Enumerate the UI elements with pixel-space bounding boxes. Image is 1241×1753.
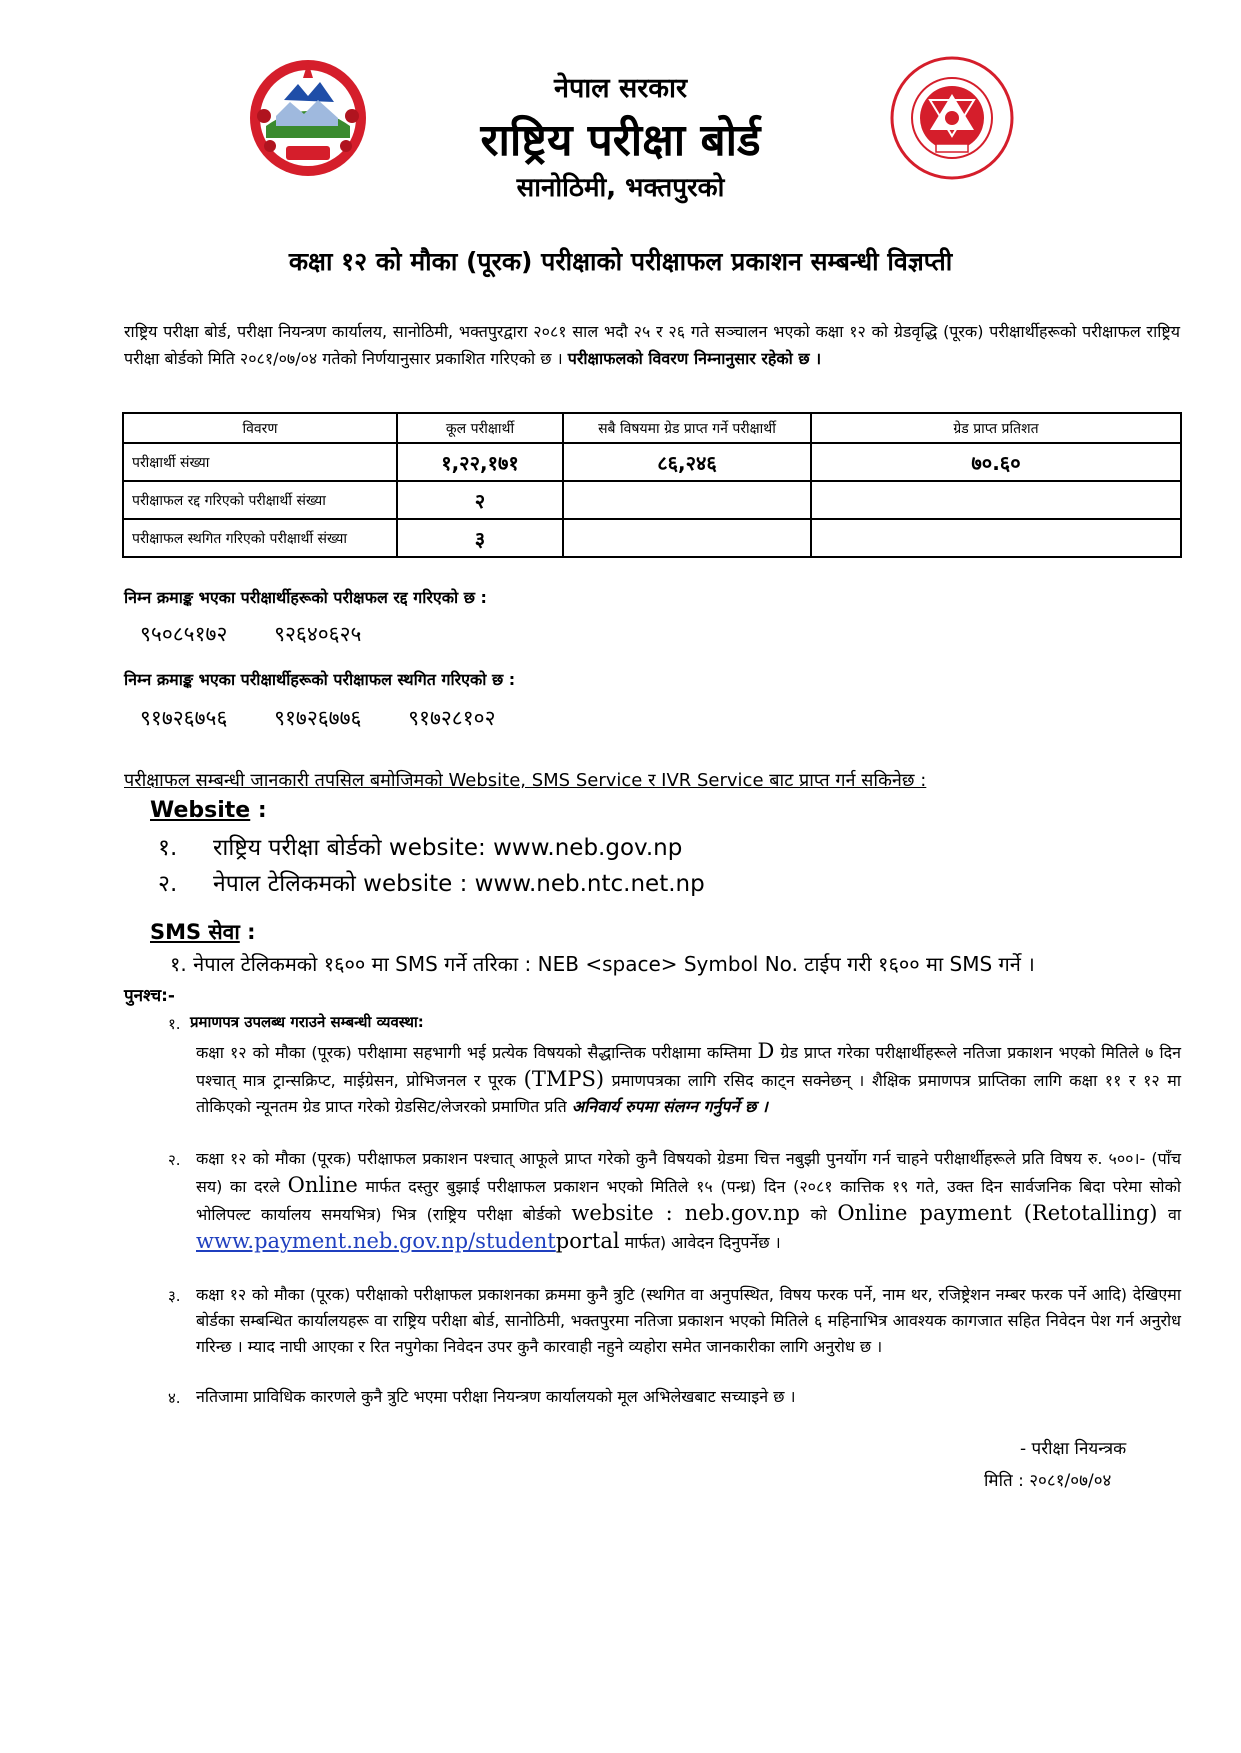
table-header-row xyxy=(123,413,1181,443)
ps2-portal: portal xyxy=(555,1229,620,1253)
ps1-text-c: प्रमाणपत्रका लागि रसिद काट्न सक्नेछन् । शैक्षिक प्रमाणपत्र प्राप्तिका लागि कक्षा ११ र १२ मा तोकिएको न्यूनतम ग्रेड प्राप्त गरेको ग्रेडसिट/लेजरको प्रमाणित प्रति xyxy=(196,1071,1182,1116)
table-row xyxy=(123,481,1181,519)
website-item-text[interactable]: राष्ट्रिय परीक्षा बोर्डको website: www.neb.gov.np xyxy=(213,835,683,861)
table-header: कूल परीक्षार्थी xyxy=(397,413,563,443)
table-row xyxy=(123,443,1181,481)
table-cell: परीक्षार्थी संख्या xyxy=(123,443,397,481)
table-header: ग्रेड प्राप्त प्रतिशत xyxy=(811,413,1181,443)
table-cell: ३ xyxy=(397,519,563,557)
cancelled-symbols xyxy=(140,620,361,648)
ps-num: ४. xyxy=(168,1389,181,1407)
ps2-ko: को xyxy=(810,1205,827,1224)
ps2-payment: Online payment (Retotalling) xyxy=(837,1201,1158,1225)
ps1-body xyxy=(196,1038,1181,1120)
website-heading-colon: : xyxy=(257,798,267,823)
symbol-number: ९२६४०६२५ xyxy=(274,622,362,646)
table-cell: परीक्षाफल रद्द गरिएको परीक्षार्थी संख्या xyxy=(123,481,397,519)
table-cell: ७०.६० xyxy=(811,443,1181,481)
ps2-body xyxy=(196,1146,1181,1256)
sms-line: १. नेपाल टेलिकमको १६०० मा SMS गर्ने तरिका : NEB <space> Symbol No. टाईप गरी १६०० मा SMS गर्ने । xyxy=(170,952,1035,976)
symbol-number: ९१७२८१०२ xyxy=(408,706,496,730)
table-cell xyxy=(563,519,811,557)
intro-text: राष्ट्रिय परीक्षा बोर्ड, परीक्षा नियन्त्रण कार्यालय, सानोठिमी, भक्तपुरद्वारा २०८१ साल भदौ २५ र २६ गते सञ्चालन भएको कक्षा १२ को ग्रेडवृद्धि (पूरक) परीक्षार्थीहरूको परीक्षाफल राष्ट्रिय परीक्षा बोर्डको मिति २०८१/०७/०४ गतेको निर्णयानुसार प्रकाशित गरिएको छ । xyxy=(124,322,1180,368)
symbol-number: ९१७२६७५६ xyxy=(140,706,228,730)
postscript-heading: पुनश्च:- xyxy=(124,986,175,1006)
ps-num: १. xyxy=(168,1015,181,1033)
ps3-body: कक्षा १२ को मौका (पूरक) परीक्षाको परीक्षाफल प्रकाशनका क्रममा कुनै त्रुटि (स्थगित वा अनुपस्थित, विषय फरक पर्ने, नाम थर, रजिष्ट्रेशन नम्बर फरक पर्ने आदि) देखिएमा बोर्डका सम्बन्धित कार्यालयहरू वा राष्ट्रिय परीक्षा बोर्ड, सानोठिमी, भक्तपुरमा नतिजा प्रकाशन भएको मितिले ६ महिनाभित्र आवश्यक कागजात सहित निवेदन पेश गर्न अनुरोध गरिन्छ । म्याद नाघी आएका र रित नपुगेका निवेदन उपर कुनै कारवाही नहुने व्यहोरा समेत जानकारीका लागि अनुरोध छ । xyxy=(196,1285,1181,1356)
table-cell xyxy=(563,481,811,519)
sms-heading-text: SMS सेवा xyxy=(150,920,240,944)
website-item-text[interactable]: नेपाल टेलिकमको website : www.neb.ntc.net.np xyxy=(213,871,705,897)
info-line: परीक्षाफल सम्बन्धी जानकारी तपसिल बमोजिमको Website, SMS Service र IVR Service बाट प्राप्त गर्न सकिनेछ : xyxy=(124,770,927,791)
ps2-text-b: मार्फत दस्तुर बुझाई परीक्षाफल प्रकाशन भएको मितिले १५ (पन्ध्र) दिन (२०८१ कात्तिक १९ गते, उक्त दिन सार्वजनिक बिदा परेमा सोको भोलिपल्ट कार्यालय समयभित्र) भित्र (राष्ट्रिय परीक्षा बोर्डको xyxy=(196,1177,1181,1224)
withheld-symbols xyxy=(140,704,496,732)
sms-heading-colon: : xyxy=(247,920,256,944)
ps-num: ३. xyxy=(168,1287,181,1305)
payment-portal-link[interactable]: www.payment.neb.gov.np/student xyxy=(196,1229,556,1253)
results-table xyxy=(122,412,1182,558)
table-row xyxy=(123,519,1181,557)
website-heading xyxy=(150,798,267,823)
table-cell: १,२२,१७१ xyxy=(397,443,563,481)
table-cell: ८६,२४६ xyxy=(563,443,811,481)
ps1-text-a: कक्षा १२ को मौका (पूरक) परीक्षामा सहभागी भई प्रत्येक विषयको सैद्धान्तिक परीक्षामा कम्तिमा xyxy=(196,1043,752,1062)
table-header: विवरण xyxy=(123,413,397,443)
symbol-number: ९१७२६७७६ xyxy=(274,706,362,730)
ps2-wa: वा xyxy=(1167,1205,1181,1224)
header-government: नेपाल सरकार xyxy=(553,73,688,104)
table-cell xyxy=(811,519,1181,557)
table-header: सबै विषयमा ग्रेड प्राप्त गर्ने परीक्षार्थी xyxy=(563,413,811,443)
ps1-grade: D xyxy=(757,1039,775,1063)
intro-paragraph xyxy=(124,318,1180,372)
signature-role: - परीक्षा नियन्त्रक xyxy=(1020,1439,1127,1459)
symbol-number: ९५०८५१७२ xyxy=(140,622,228,646)
withheld-label: निम्न क्रमाङ्क भएका परीक्षार्थीहरूको परीक्षाफल स्थगित गरिएको छ : xyxy=(124,670,516,689)
website-item-num: १. xyxy=(158,835,178,861)
sms-heading xyxy=(150,918,256,946)
ps2-text-c: मार्फत) आवेदन दिनुपर्नेछ । xyxy=(624,1233,781,1252)
website-item xyxy=(158,866,705,898)
table-cell: २ xyxy=(397,481,563,519)
table-cell: परीक्षाफल स्थगित गरिएको परीक्षार्थी संख्या xyxy=(123,519,397,557)
ps1-tmps: (TMPS) xyxy=(523,1067,605,1091)
table-cell xyxy=(811,481,1181,519)
website-heading-text: Website xyxy=(150,798,251,823)
ps1-text-b: ग्रेड प्राप्त गरेका परीक्षार्थीहरूले नतिजा प्रकाशन भएको मितिले ७ दिन पश्चात् मात्र ट्रान्सक्रिप्ट, माईग्रेसन, प्रोभिजनल र पूरक xyxy=(196,1043,1181,1090)
ps4-body: नतिजामा प्राविधिक कारणले कुनै त्रुटि भएमा परीक्षा नियन्त्रण कार्यालयको मूल अभिलेखबाट सच्याइने छ । xyxy=(196,1387,796,1406)
cancelled-label: निम्न क्रमाङ्क भएका परीक्षार्थीहरूको परीक्षफल रद्द गरिएको छ : xyxy=(124,588,487,607)
ps2-text-a: कक्षा १२ को मौका (पूरक) परीक्षाफल प्रकाशन पश्चात् आफूले प्राप्त गरेको कुनै विषयको ग्रेडमा चित्त नबुझी पुनर्योग गर्न चाहने परीक्षार्थीहरूले प्रति विषय रु. ५००।- (पाँच सय) का दरले xyxy=(196,1149,1181,1196)
notice-title: कक्षा १२ को मौका (पूरक) परीक्षाको परीक्षाफल प्रकाशन सम्बन्धी विज्ञप्ती xyxy=(288,247,953,276)
header-location: सानोठिमी, भक्तपुरको xyxy=(516,173,725,203)
website-item xyxy=(158,830,682,862)
ps2-online: Online xyxy=(287,1173,358,1197)
signature-date: मिति : २०८१/०७/०४ xyxy=(984,1471,1112,1491)
ps2-website: website : neb.gov.np xyxy=(571,1201,800,1225)
website-item-num: २. xyxy=(158,871,178,897)
header-board-name: राष्ट्रिय परीक्षा बोर्ड xyxy=(480,115,761,166)
ps1-bold: अनिवार्य रुपमा संलग्न गर्नुपर्ने छ । xyxy=(571,1097,768,1116)
intro-bold: परीक्षाफलको विवरण निम्नानुसार रहेको छ । xyxy=(567,349,822,368)
ps1-title: प्रमाणपत्र उपलब्ध गराउने सम्बन्धी व्यवस्था: xyxy=(190,1013,424,1031)
ps-num: २. xyxy=(168,1151,181,1169)
